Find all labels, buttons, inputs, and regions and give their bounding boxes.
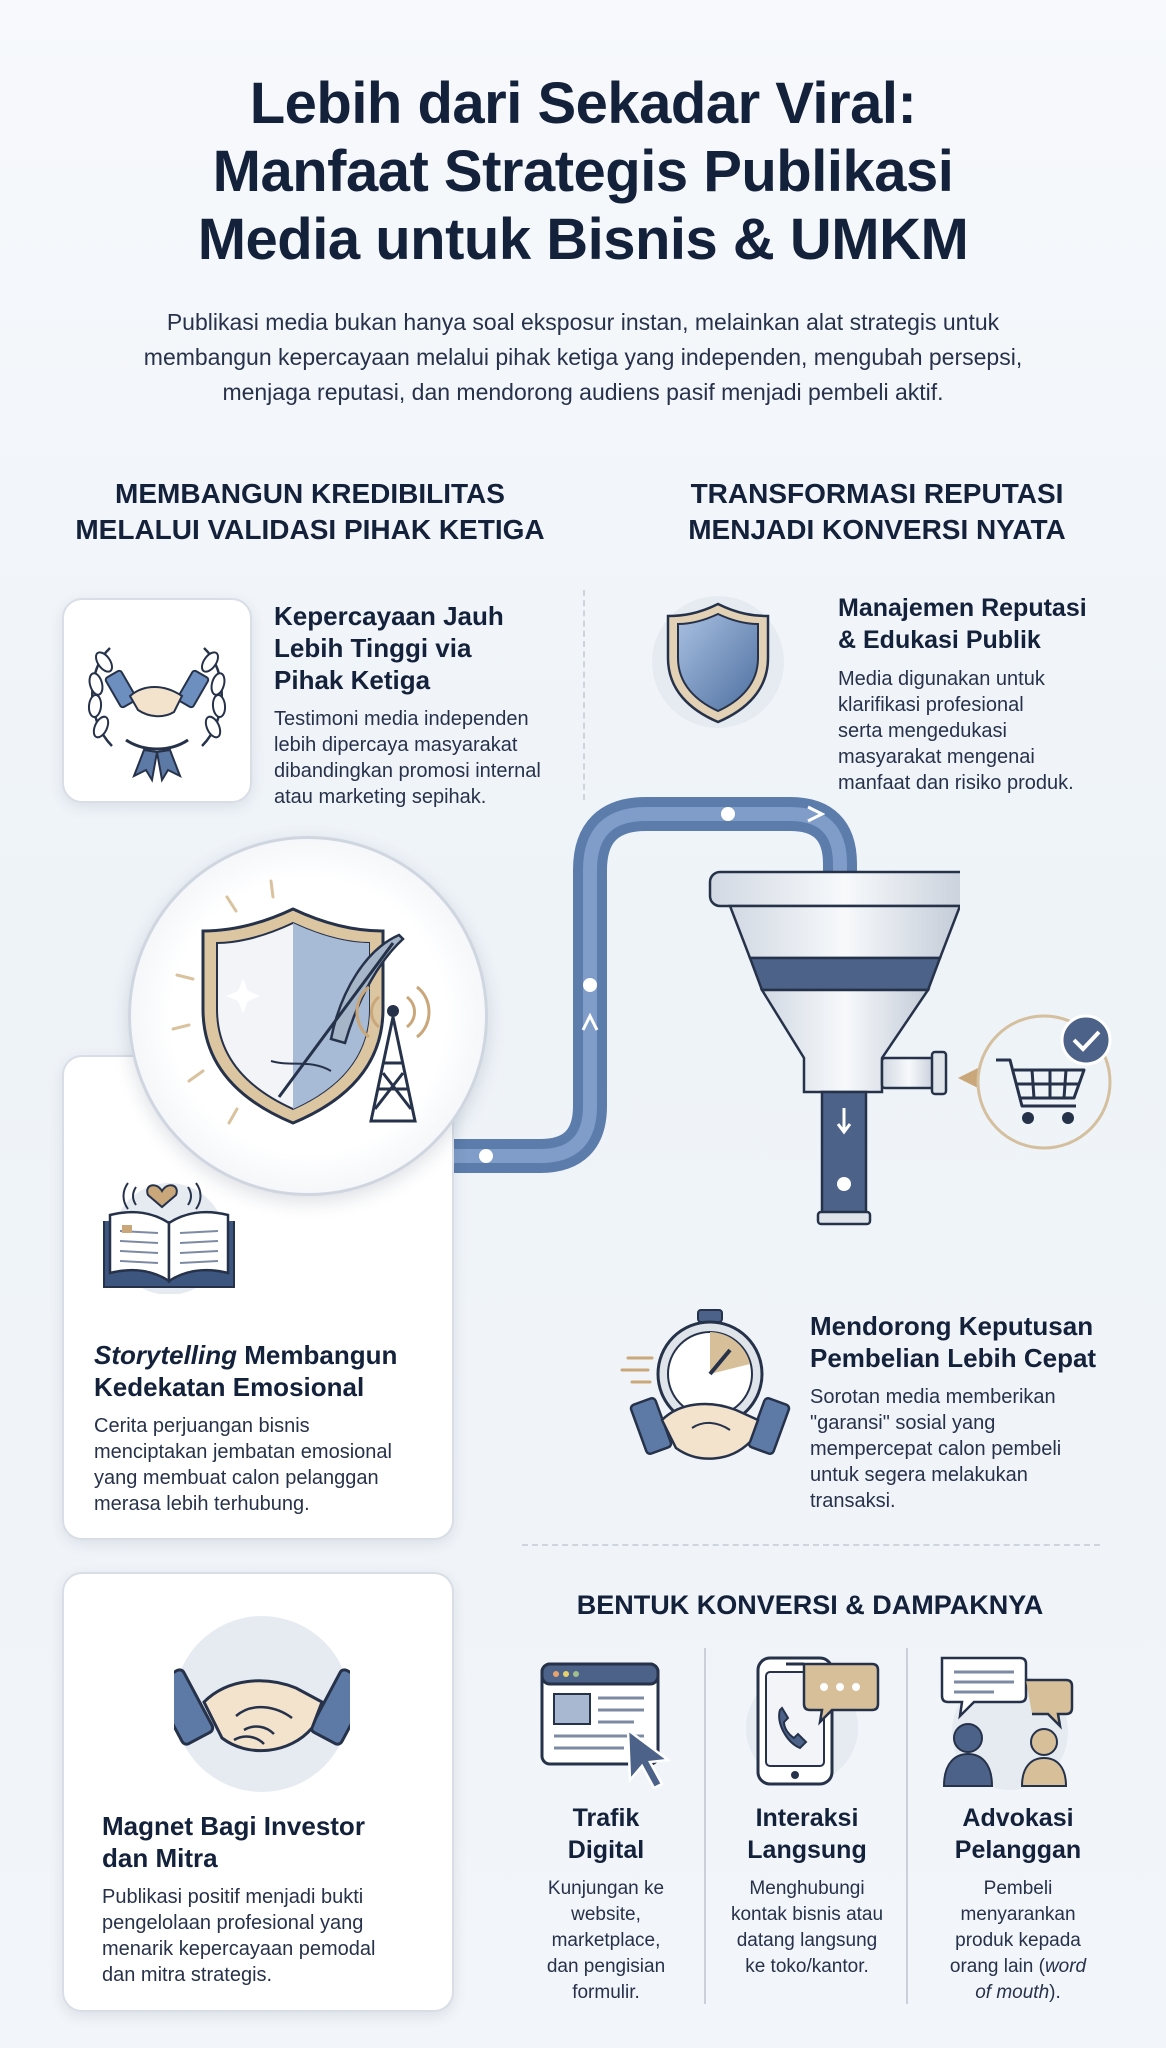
purchase-text-line-2: "garansi" sosial yang	[810, 1412, 996, 1434]
shield-icon-bg	[652, 596, 784, 728]
advocacy-text-line-3: produk kepada	[955, 1930, 1081, 1951]
purchase-text	[810, 1384, 1150, 1514]
investor-title	[102, 1810, 442, 1874]
advocacy-text-line-2: menyarankan	[960, 1904, 1076, 1925]
right-heading-line-1: TRANSFORMASI REPUTASI	[690, 478, 1064, 509]
interaction-text-line-3: datang langsung	[736, 1930, 878, 1951]
title-line-2: Manfaat Strategis Publikasi	[212, 139, 954, 204]
traffic-title-line-1: Trafik	[572, 1804, 640, 1832]
storytelling-title-line-1	[94, 1339, 444, 1371]
interaction-title-line-2: Langsung	[747, 1836, 867, 1864]
reputation-item	[838, 592, 1148, 796]
shield-feather-broadcast-icon	[131, 839, 485, 1193]
storytelling-title-line-2: Kedekatan Emosional	[94, 1372, 365, 1402]
interaction-text	[714, 1876, 900, 1980]
funnel-icon	[700, 862, 960, 1232]
page-title	[40, 70, 1126, 274]
advocacy-text-line-4	[916, 1954, 1120, 1980]
traffic-text-line-2: website,	[571, 1904, 641, 1925]
storytelling-title	[94, 1339, 444, 1403]
left-heading-line-2: MELALUI VALIDASI PIHAK KETIGA	[75, 514, 545, 545]
advocacy-text-line-5-italic: of mouth	[975, 1982, 1050, 2003]
stopwatch-handshake-icon	[618, 1302, 798, 1474]
advocacy-title-line-1: Advokasi	[962, 1804, 1074, 1832]
conversion-divider-2	[906, 1648, 908, 2004]
advocacy-text-line-5-end: ).	[1049, 1982, 1061, 2003]
trust-title-line-3: Pihak Ketiga	[274, 665, 431, 695]
interaction-text-line-1: Menghubungi	[749, 1878, 865, 1899]
advocacy-text-italic: word	[1044, 1956, 1087, 1977]
section-divider	[583, 590, 585, 800]
intro-paragraph	[90, 305, 1076, 410]
browser-cursor-icon	[538, 1658, 674, 1792]
storytelling-text-line-3: yang membuat calon pelanggan	[94, 1467, 379, 1489]
interaction-title-line-1: Interaksi	[755, 1804, 859, 1832]
interaction-text-line-2: kontak bisnis atau	[730, 1904, 884, 1925]
reputation-text-line-4: masyarakat mengenai	[838, 746, 1035, 768]
trust-text-line-3: dibandingkan promosi internal	[274, 760, 541, 782]
trust-item	[274, 600, 574, 810]
reputation-title-line-1: Manajemen Reputasi	[838, 594, 1087, 622]
traffic-text-line-5: formulir.	[572, 1982, 640, 2003]
trust-icon-card	[62, 598, 252, 803]
purchase-title-line-2: Pembelian Lebih Cepat	[810, 1343, 1097, 1373]
purchase-text-line-4: untuk segera melakukan	[810, 1464, 1028, 1486]
storytelling-text-line-4: merasa lebih terhubung.	[94, 1493, 310, 1515]
storytelling-title-rest: Membangun	[237, 1340, 398, 1370]
investor-text-line-2: pengelolaan profesional yang	[102, 1912, 364, 1934]
purchase-text-line-5: transaksi.	[810, 1490, 896, 1512]
investor-text	[102, 1884, 442, 1988]
advocacy-text	[916, 1876, 1120, 2006]
conversion-divider-1	[704, 1648, 706, 2004]
traffic-text-line-1: Kunjungan ke	[547, 1878, 665, 1899]
reputation-text-line-2: klarifikasi profesional	[838, 694, 1024, 716]
people-chat-icon	[938, 1652, 1078, 1792]
media-circle	[128, 836, 488, 1196]
traffic-text-line-3: marketplace,	[551, 1930, 661, 1951]
reputation-text-line-5: manfaat dan risiko produk.	[838, 772, 1074, 794]
left-section-heading	[40, 476, 580, 548]
investor-title-line-2: dan Mitra	[102, 1843, 218, 1873]
advocacy-text-line-5	[916, 1980, 1120, 2006]
purchase-text-line-3: mempercepat calon pembeli	[810, 1438, 1062, 1460]
traffic-text	[516, 1876, 696, 2006]
traffic-title	[516, 1802, 696, 1866]
investor-item	[102, 1810, 442, 1988]
trust-title	[274, 600, 574, 696]
investor-text-line-3: menarik kepercayaan pemodal	[102, 1938, 376, 1960]
reputation-title-line-2: & Edukasi Publik	[838, 626, 1041, 654]
purchase-title	[810, 1310, 1150, 1374]
reputation-text	[838, 666, 1148, 796]
traffic-title-line-2: Digital	[567, 1836, 645, 1864]
intro-line-1: Publikasi media bukan hanya soal eksposur instan, melainkan alat strategis untuk	[166, 309, 1000, 335]
handshake-icon	[174, 1616, 350, 1792]
right-heading-line-2: MENJADI KONVERSI NYATA	[688, 514, 1066, 545]
intro-line-3: menjaga reputasi, dan mendorong audiens pasif menjadi pembeli aktif.	[222, 379, 944, 405]
advocacy-title-line-2: Pelanggan	[954, 1836, 1082, 1864]
interaction-title	[714, 1802, 900, 1866]
advocacy-text-line-4-start: orang lain (	[949, 1956, 1045, 1977]
trust-text-line-2: lebih dipercaya masyarakat	[274, 734, 518, 756]
advocacy-text-line-1: Pembeli	[983, 1878, 1053, 1899]
shopping-cart-check-icon	[958, 1010, 1118, 1150]
traffic-text-line-4: dan pengisian	[546, 1956, 666, 1977]
title-line-1: Lebih dari Sekadar Viral:	[249, 71, 917, 136]
right-section-heading	[612, 476, 1142, 548]
storytelling-text-line-2: menciptakan jembatan emosional	[94, 1441, 392, 1463]
conversion-divider	[522, 1544, 1100, 1546]
handshake-icon-bg	[174, 1616, 350, 1792]
reputation-title	[838, 592, 1148, 656]
interaction-text-line-4: ke toko/kantor.	[745, 1956, 869, 1977]
intro-line-2: membangun kepercayaan melalui pihak ketiga yang independen, mengubah persepsi,	[143, 344, 1023, 370]
investor-title-line-1: Magnet Bagi Investor	[102, 1811, 365, 1841]
storytelling-title-italic: Storytelling	[94, 1340, 238, 1370]
reputation-text-line-3: serta mengedukasi	[838, 720, 1007, 742]
purchase-title-line-1: Mendorong Keputusan	[810, 1311, 1094, 1341]
left-heading-line-1: MEMBANGUN KREDIBILITAS	[115, 478, 505, 509]
reputation-text-line-1: Media digunakan untuk	[838, 668, 1045, 690]
storytelling-text	[94, 1413, 444, 1517]
trust-text-line-4: atau marketing sepihak.	[274, 786, 487, 808]
trust-text-line-1: Testimoni media independen	[274, 708, 529, 730]
investor-card	[62, 1572, 454, 2012]
purchase-text-line-1: Sorotan media memberikan	[810, 1386, 1056, 1408]
laurel-handshake-icon	[64, 600, 250, 801]
title-line-3: Media untuk Bisnis & UMKM	[197, 207, 969, 272]
storytelling-item	[94, 1339, 444, 1517]
investor-text-line-1: Publikasi positif menjadi bukti	[102, 1886, 364, 1908]
investor-text-line-4: dan mitra strategis.	[102, 1964, 273, 1986]
phone-chat-icon	[736, 1650, 882, 1790]
purchase-item	[810, 1310, 1150, 1514]
storytelling-text-line-1: Cerita perjuangan bisnis	[94, 1415, 310, 1437]
trust-title-line-2: Lebih Tinggi via	[274, 633, 472, 663]
conversion-heading: BENTUK KONVERSI & DAMPAKNYA	[576, 1590, 1044, 1620]
shield-icon	[652, 596, 784, 728]
advocacy-title	[916, 1802, 1120, 1866]
trust-title-line-1: Kepercayaan Jauh	[274, 601, 504, 631]
